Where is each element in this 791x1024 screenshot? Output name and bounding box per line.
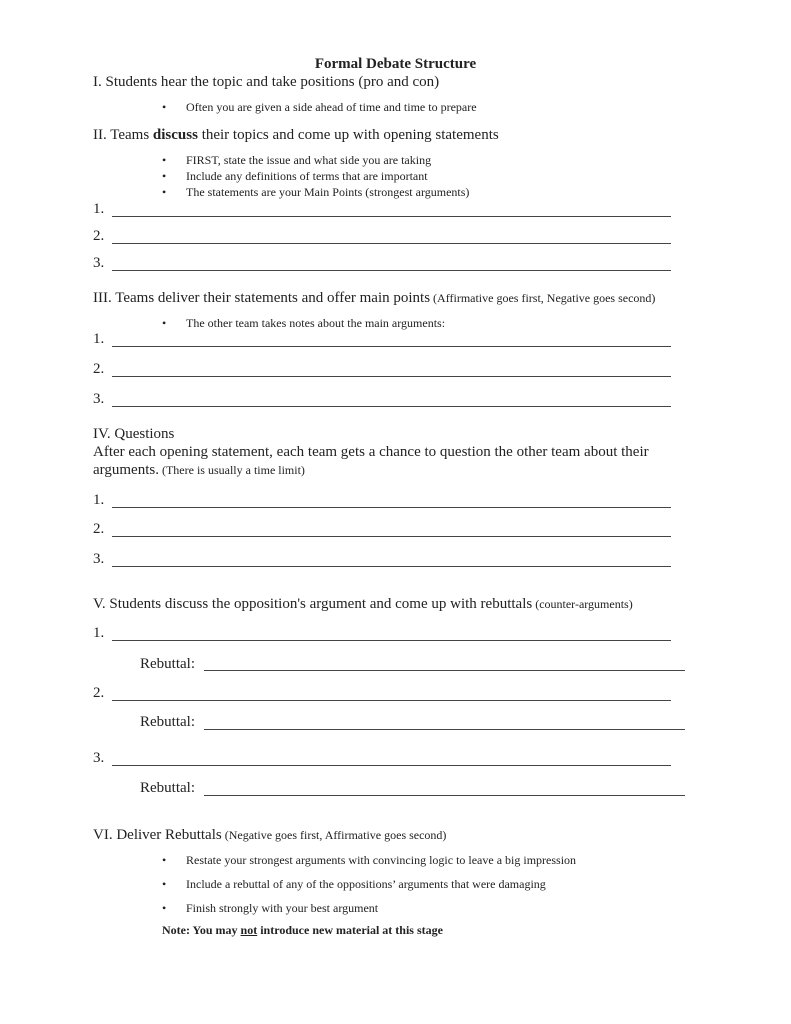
section-1-heading: I. Students hear the topic and take positions (pro and con) <box>93 74 440 90</box>
rebuttal-line[interactable] <box>204 729 685 730</box>
answer-line[interactable] <box>112 243 671 244</box>
section-4-heading: IV. Questions <box>93 426 175 442</box>
answer-line[interactable] <box>112 566 671 567</box>
answer-line[interactable] <box>112 270 671 271</box>
answer-line[interactable] <box>112 376 671 377</box>
answer-number: 1. <box>93 492 105 508</box>
answer-line[interactable] <box>112 216 671 217</box>
answer-number: 1. <box>93 201 105 217</box>
section-6-heading: VI. Deliver Rebuttals (Negative goes first, Affirmative goes second) <box>93 827 447 843</box>
answer-number: 1. <box>93 331 105 347</box>
section-2-heading: II. Teams discuss their topics and come up with opening statements <box>93 127 499 143</box>
answer-line[interactable] <box>112 700 671 701</box>
answer-number: 3. <box>93 391 105 407</box>
answer-line[interactable] <box>112 346 671 347</box>
section-6-bullet: • Restate your strongest arguments with convincing logic to leave a big impression <box>186 853 576 868</box>
section-6-bullet: • Include a rebuttal of any of the oppositions’ arguments that were damaging <box>186 877 546 892</box>
section-6-bullet: • Finish strongly with your best argument <box>186 901 378 916</box>
rebuttal-line[interactable] <box>204 795 685 796</box>
answer-line[interactable] <box>112 765 671 766</box>
answer-number: 2. <box>93 228 105 244</box>
section-1-bullet: • Often you are given a side ahead of time and time to prepare <box>186 100 477 115</box>
document-title: Formal Debate Structure <box>314 56 477 72</box>
rebuttal-label: Rebuttal: <box>140 656 195 672</box>
section-2-bullet: • FIRST, state the issue and what side you are taking <box>186 153 431 168</box>
answer-line[interactable] <box>112 406 671 407</box>
section-2-bullet: • The statements are your Main Points (strongest arguments) <box>186 185 469 200</box>
section-4-text: After each opening statement, each team gets a chance to question the other team about their <box>93 444 649 460</box>
answer-line[interactable] <box>112 536 671 537</box>
note: Note: You may not introduce new material at this stage <box>162 923 443 937</box>
rebuttal-line[interactable] <box>204 670 685 671</box>
answer-number: 2. <box>93 521 105 537</box>
rebuttal-label: Rebuttal: <box>140 780 195 796</box>
answer-number: 1. <box>93 625 105 641</box>
section-3-heading: III. Teams deliver their statements and offer main points (Affirmative goes first, Negative goes second) <box>93 290 656 306</box>
section-3-bullet: • The other team takes notes about the main arguments: <box>186 316 445 331</box>
answer-number: 2. <box>93 685 105 701</box>
answer-number: 3. <box>93 750 105 766</box>
section-2-bullet: • Include any definitions of terms that are important <box>186 169 428 184</box>
section-5-heading: V. Students discuss the opposition's argument and come up with rebuttals (counter-arguments) <box>93 596 633 612</box>
answer-number: 2. <box>93 361 105 377</box>
section-4-text: arguments. (There is usually a time limit) <box>93 462 305 478</box>
answer-number: 3. <box>93 255 105 271</box>
answer-line[interactable] <box>112 640 671 641</box>
rebuttal-label: Rebuttal: <box>140 714 195 730</box>
answer-number: 3. <box>93 551 105 567</box>
answer-line[interactable] <box>112 507 671 508</box>
